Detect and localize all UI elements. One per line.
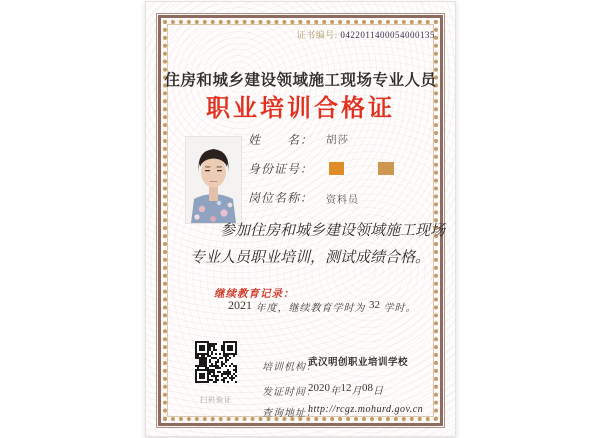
body-line2: 专业人员职业培训，测试成绩合格。: [190, 250, 431, 266]
qr-code: [195, 341, 237, 383]
ce-tail-text: 学时。: [380, 303, 417, 314]
name-value: 胡莎: [326, 135, 349, 146]
body-paragraph: [190, 218, 462, 272]
portrait-photo: [186, 137, 241, 223]
training-org-label: 培训机构：: [262, 362, 317, 373]
certificate-number-label: 证书编号:: [296, 30, 338, 40]
issue-year: 2020: [308, 382, 330, 394]
issue-day: 08: [362, 382, 373, 394]
query-url-value: http://rcgz.mohurd.gov.cn: [308, 404, 424, 415]
issue-day-unit: 日: [373, 386, 384, 397]
certificate-number: [297, 28, 435, 41]
id-number-label: 身份证号：: [248, 162, 314, 176]
portrait-photo-image: [186, 137, 241, 223]
position-label: 岗位名称：: [248, 191, 314, 205]
name-label: 姓 名：: [248, 133, 314, 147]
body-line1: 参加住房和城乡建设领域施工现场: [220, 223, 446, 239]
certificate-title-line2: 职业培训合格证: [206, 96, 395, 122]
position-value: 资料员: [326, 195, 359, 206]
continuing-education-line: [228, 299, 417, 315]
certificate-number-value: 0422011400054000135: [340, 30, 435, 40]
ce-mid-text: 年度，继续教育学时为: [252, 303, 369, 314]
issue-month-unit: 月: [351, 386, 362, 397]
continuing-education-heading: 继续教育记录：: [214, 289, 295, 300]
ce-year: 2021: [228, 298, 252, 312]
issue-date-label: 发证时间：: [262, 387, 317, 398]
certificate-title-line1: 住房和城乡建设领域施工现场专业人员: [164, 72, 437, 89]
qr-caption: 扫码验证: [200, 396, 232, 404]
ce-hours: 32: [369, 299, 380, 311]
issue-date-value: [308, 382, 384, 397]
issue-month: 12: [340, 382, 352, 394]
issue-year-unit: 年: [330, 386, 341, 397]
id-redaction-block-1: [329, 162, 344, 175]
id-redaction-block-2: [378, 162, 394, 175]
query-url-label: 查询地址：: [262, 408, 317, 419]
certificate-page: [145, 1, 456, 437]
training-org-value: 武汉明创职业培训学校: [308, 358, 409, 368]
